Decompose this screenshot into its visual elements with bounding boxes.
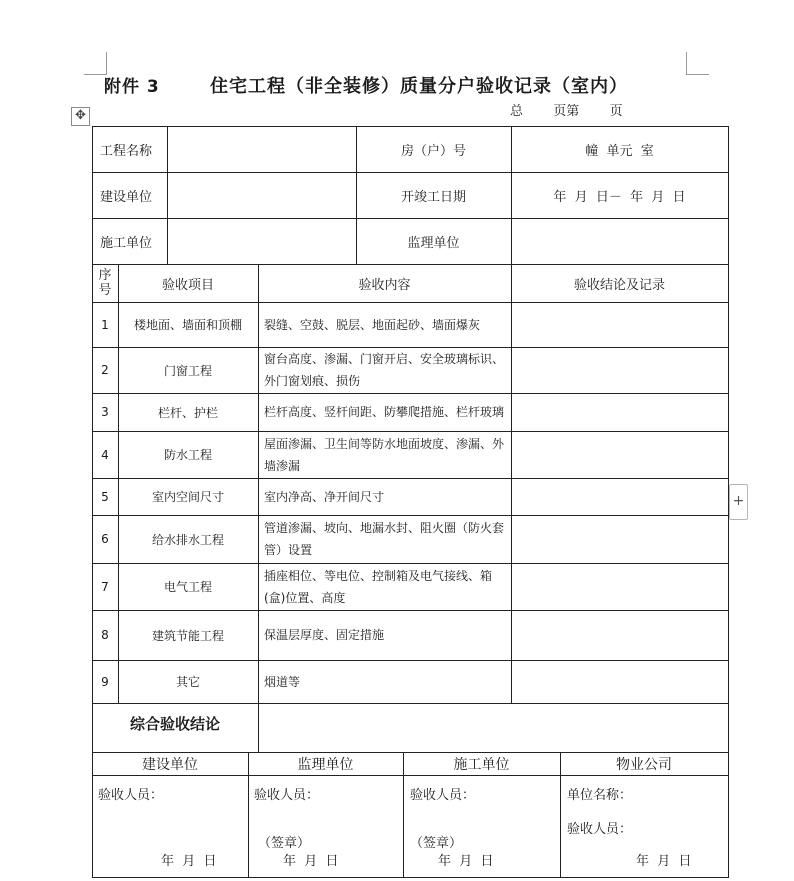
row-content: 裂缝、空鼓、脱层、地面起砂、墙面爆灰	[264, 317, 481, 332]
row-item: 栏杆、护栏	[157, 405, 218, 420]
row-result-field[interactable]	[511, 478, 728, 515]
constructor-field[interactable]	[167, 218, 356, 264]
row-content: 屋面渗漏、卫生间等防水地面坡度、渗漏、外墙渗漏	[264, 436, 505, 473]
item-header: 验收项目	[161, 277, 214, 293]
seal-label: （签章）	[410, 836, 463, 851]
row-number: 5	[101, 489, 109, 504]
row-item: 室内空间尺寸	[151, 490, 224, 504]
conclusion-field[interactable]	[258, 703, 728, 752]
table-move-handle-icon[interactable]: ✥	[71, 107, 90, 126]
row-result-field[interactable]	[511, 431, 728, 478]
builder-field[interactable]	[167, 172, 356, 218]
row-content: 烟道等	[264, 674, 301, 689]
row-content: 管道渗漏、坡向、地漏水封、阻火圈（防火套管）设置	[264, 521, 505, 557]
conclusion-label: 综合验收结论	[129, 714, 220, 733]
row-number: 7	[101, 579, 109, 594]
row-result-field[interactable]	[511, 563, 728, 610]
supervisor-field[interactable]	[511, 218, 728, 264]
constructor-label: 施工单位	[100, 235, 153, 251]
row-result-field[interactable]	[511, 515, 728, 563]
row-content: 栏杆高度、竖杆间距、防攀爬措施、栏杆玻璃	[264, 405, 505, 419]
row-number: 2	[101, 363, 109, 377]
row-result-field[interactable]	[511, 347, 728, 393]
row-number: 8	[101, 628, 109, 642]
content-header: 验收内容	[358, 277, 411, 293]
date-label: 年 月 日	[283, 854, 339, 869]
builder-label: 建设单位	[100, 189, 153, 205]
row-result-field[interactable]	[511, 393, 728, 431]
document-title: 住宅工程（非全装修）质量分户验收记录（室内）	[210, 76, 628, 97]
row-result-field[interactable]	[511, 660, 728, 703]
add-column-handle-icon[interactable]: +	[729, 484, 748, 520]
project-name-label: 工程名称	[100, 143, 153, 159]
seal-label: （签章）	[258, 836, 311, 851]
title-row	[104, 72, 724, 98]
dates-label: 开竣工日期	[400, 189, 466, 205]
row-item: 建筑节能工程	[151, 628, 224, 643]
party-builder: 建设单位	[142, 756, 198, 773]
row-content: 室内净高、净开间尺寸	[264, 489, 385, 504]
row-number: 9	[101, 674, 109, 689]
room-number-field[interactable]: 幢 单元 室	[585, 143, 654, 159]
inspector-label: 验收人员：	[98, 788, 164, 803]
row-number: 3	[101, 405, 109, 419]
row-number: 1	[101, 317, 109, 332]
row-content: 窗台高度、渗漏、门窗开启、安全玻璃标识、外门窗划痕、损伤	[264, 352, 505, 388]
row-result-field[interactable]	[511, 610, 728, 660]
date-label: 年 月 日	[636, 854, 692, 869]
inspector-label: 验收人员：	[567, 822, 633, 837]
row-number: 6	[101, 532, 109, 546]
party-supervisor: 监理单位	[297, 756, 354, 773]
annex-label: 附件 3	[104, 77, 160, 97]
party-constructor: 施工单位	[453, 756, 510, 773]
row-item: 其它	[175, 675, 200, 689]
page-counter	[510, 100, 623, 119]
row-item: 楼地面、墙面和顶棚	[133, 318, 242, 332]
row-content: 插座相位、等电位、控制箱及电气接线、箱(盒)位置、高度	[264, 568, 493, 605]
unit-name-label: 单位名称：	[567, 788, 633, 803]
row-content: 保温层厚度、固定措施	[264, 628, 385, 642]
dates-field[interactable]: 年 月 日－ 年 月 日	[553, 189, 686, 205]
supervisor-label: 监理单位	[407, 235, 460, 251]
date-label: 年 月 日	[438, 854, 494, 869]
date-label: 年 月 日	[161, 854, 217, 869]
row-item: 防水工程	[163, 448, 212, 462]
inspector-label: 验收人员：	[254, 788, 320, 803]
seq-header: 序号	[98, 268, 112, 298]
party-property: 物业公司	[616, 756, 672, 773]
room-number-label: 房（户）号	[400, 143, 466, 159]
project-name-field[interactable]	[167, 126, 356, 172]
result-header: 验收结论及记录	[573, 277, 665, 293]
row-item: 电气工程	[163, 580, 212, 594]
row-number: 4	[101, 447, 109, 462]
pager-total: 总	[510, 104, 524, 119]
pager-page: 页第	[553, 104, 580, 119]
row-item: 门窗工程	[163, 363, 212, 378]
row-result-field[interactable]	[511, 302, 728, 347]
inspector-label: 验收人员：	[410, 788, 476, 803]
row-item: 给水排水工程	[151, 532, 224, 547]
pager-suffix: 页	[609, 104, 623, 119]
